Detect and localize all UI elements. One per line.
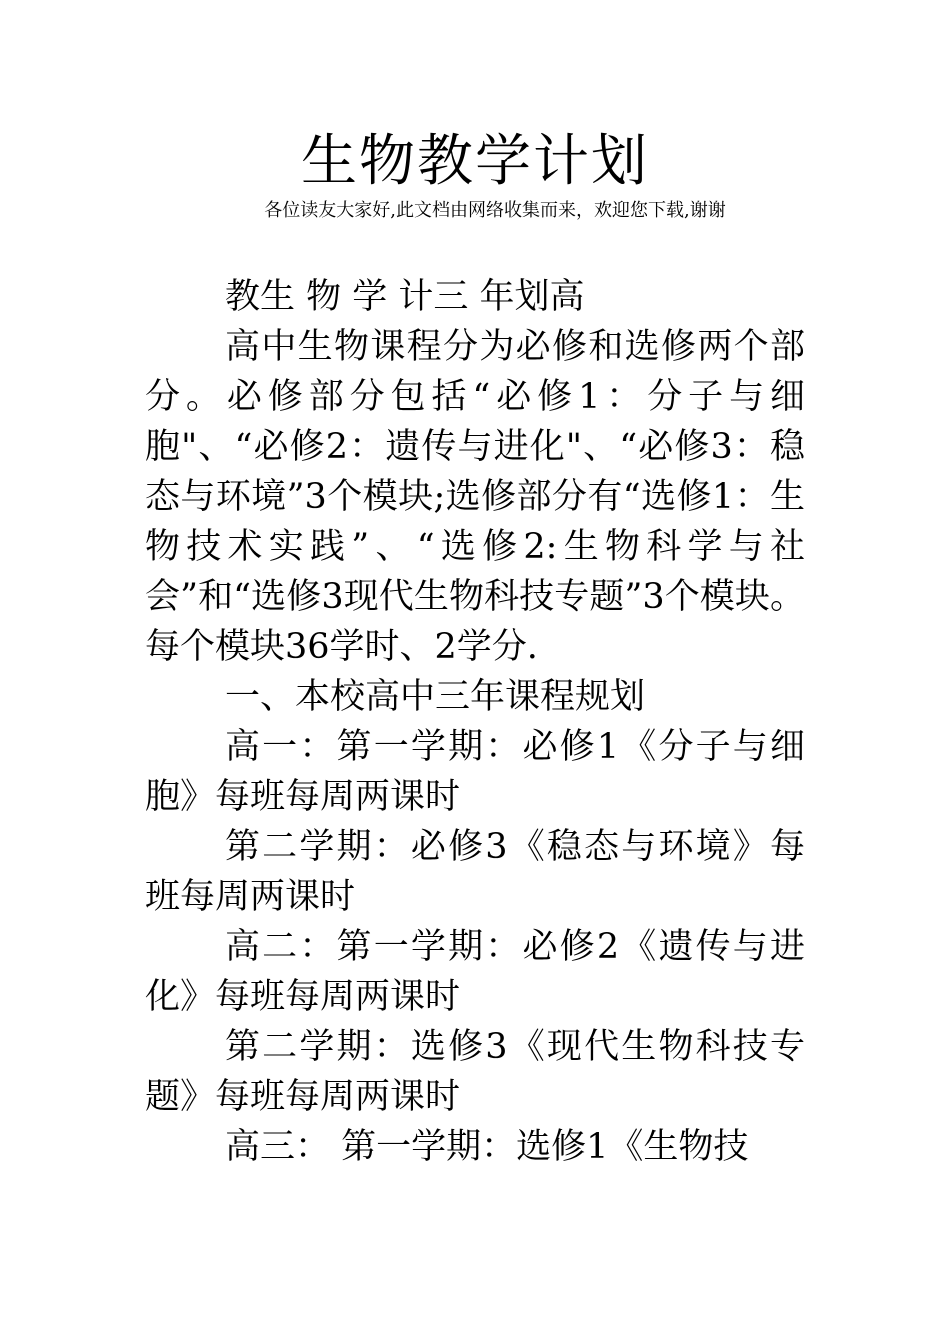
paragraph-grade-two-term-one: 高二：第一学期：必修2《遗传与进化》每班每周两课时 — [145, 927, 805, 1017]
document-title: 生物教学计划 — [301, 129, 649, 194]
paragraph-heading: 教生 物 学 计三 年划高 — [225, 277, 585, 317]
paragraph-grade-one-term-two: 第二学期：必修3《稳态与环境》每班每周两课时 — [145, 827, 805, 917]
document-body — [145, 272, 805, 1172]
paragraph-section-title: 一、本校高中三年课程规划 — [225, 677, 646, 717]
paragraph-grade-one-term-one: 高一：第一学期：必修1《分子与细胞》每班每周两课时 — [145, 727, 805, 817]
paragraph-course-overview: 高中生物课程分为必修和选修两个部分。必修部分包括“必修1：分子与细胞"、“必修2：遗传与进化"、“必修3：稳态与环境”3个模块;选修部分有“选修1：生物技术实践”、“选修2:生物科学与社会”和“选修3现代生物科技专题”3个模块。每个模块36学时、2学分. — [145, 327, 805, 667]
paragraph-grade-two-term-two: 第二学期：选修3《现代生物科技专题》每班每周两课时 — [145, 1027, 805, 1117]
document-subtitle: 各位读友大家好,此文档由网络收集而来，欢迎您下载,谢谢 — [264, 200, 726, 221]
paragraph-grade-three-term-one: 高三： 第一学期：选修1《生物技 — [225, 1127, 749, 1167]
